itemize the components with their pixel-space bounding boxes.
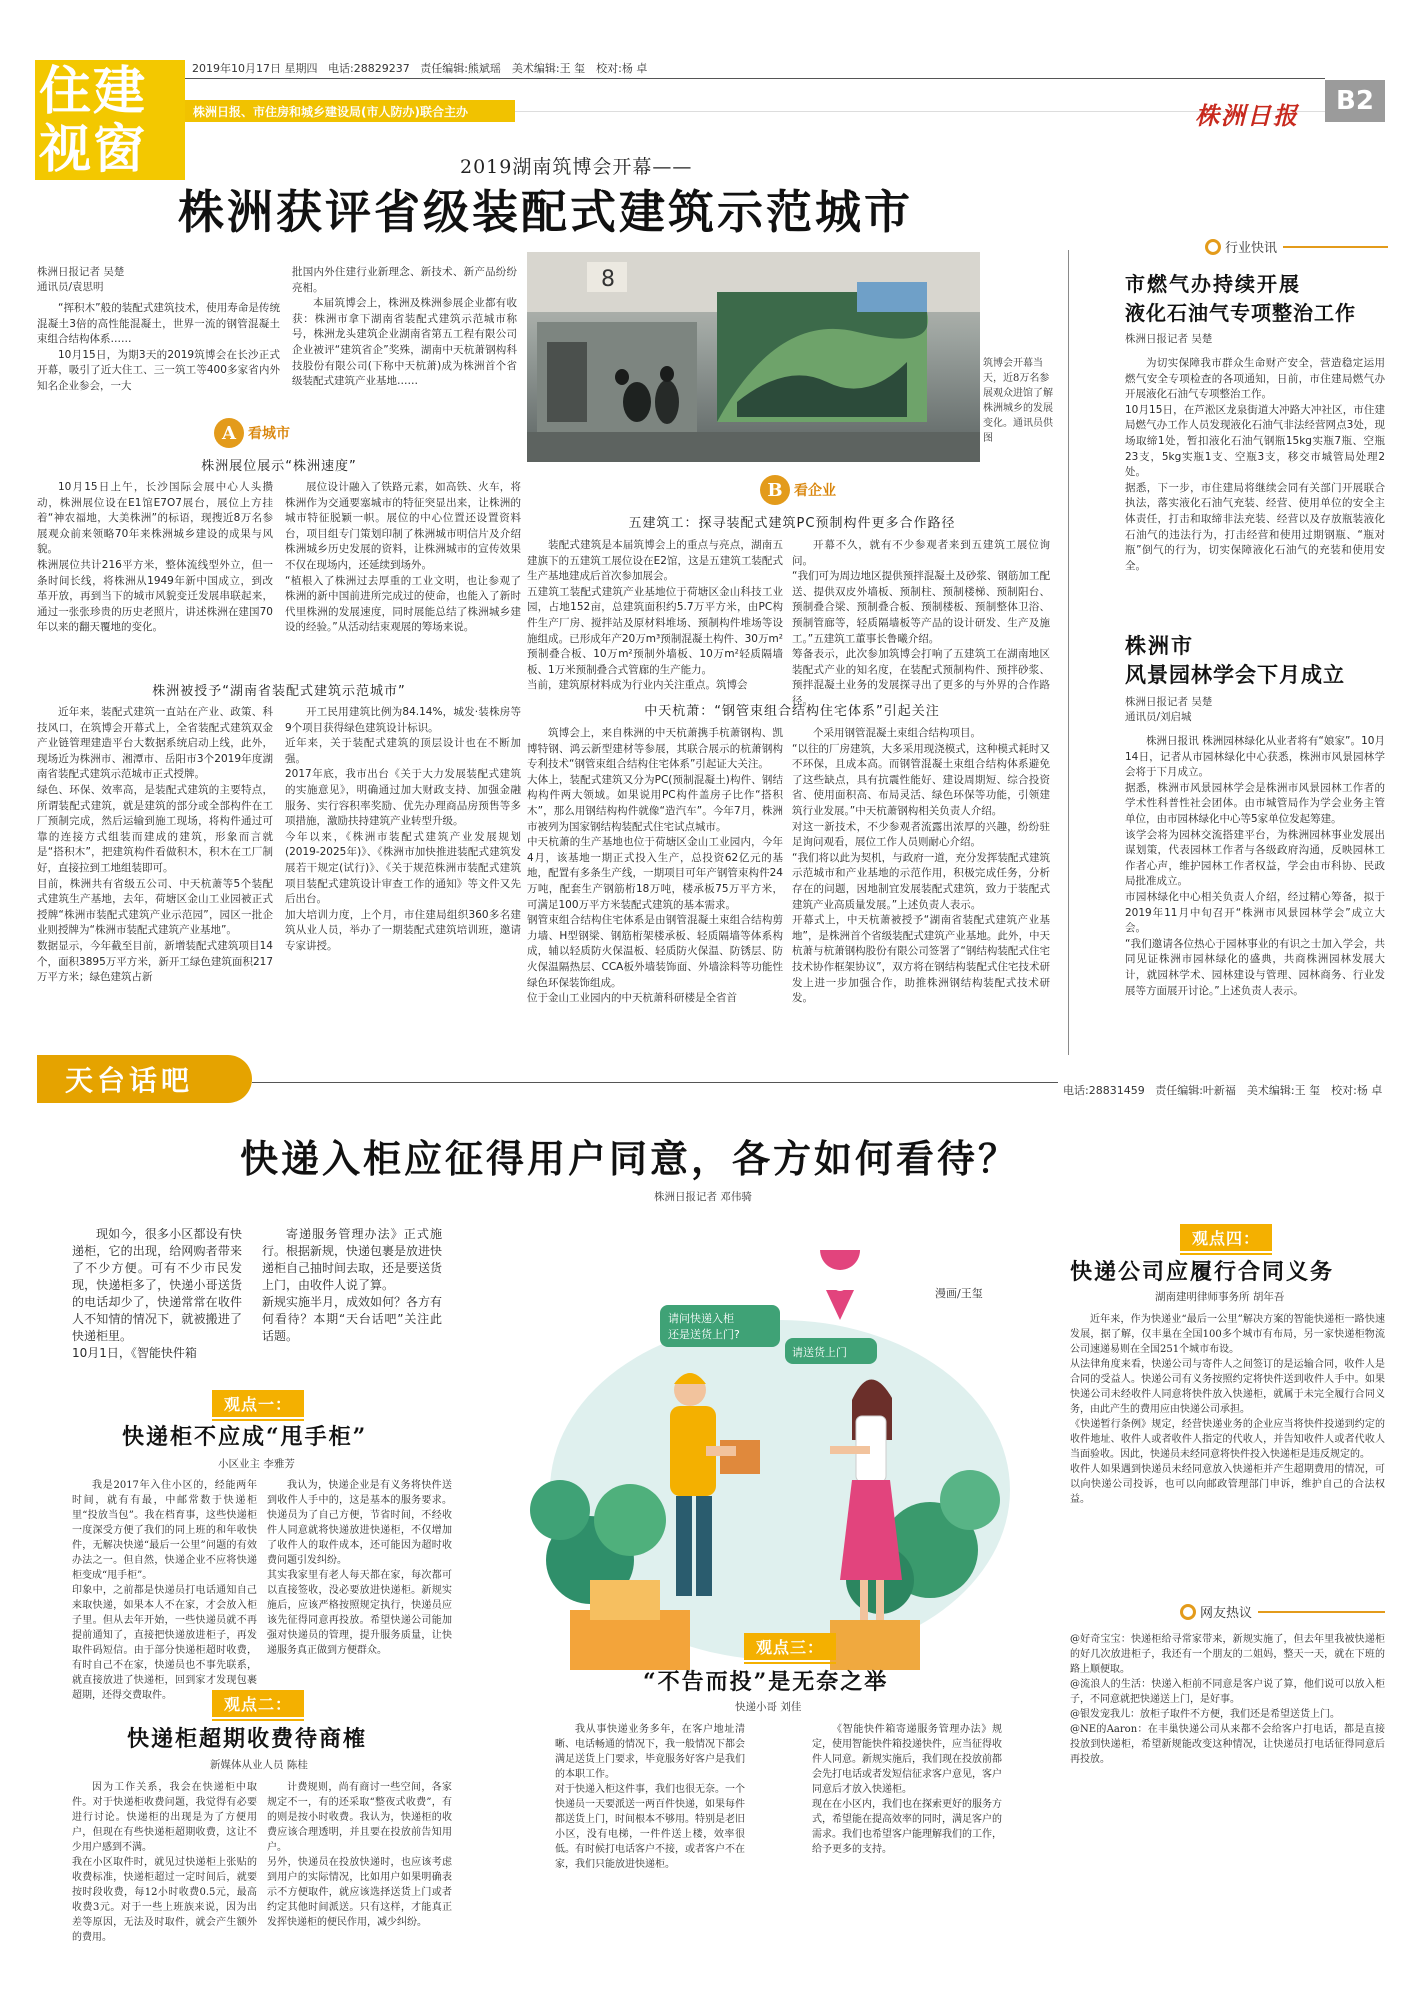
news1-body [1125, 356, 1385, 574]
section-b-badge [760, 475, 836, 505]
net-tag-icon [1180, 1604, 1196, 1620]
view2-author: 新媒体从业人员 陈桂 [210, 1759, 308, 1771]
news2-byline1: 株洲日报记者 吴楚 [1125, 696, 1213, 708]
expo-photo [527, 252, 980, 462]
view2-col1 [72, 1780, 257, 1945]
delivery-illustration [530, 1250, 1020, 1690]
lead-para2: 10月15日，为期3天的2019筑博会在长沙正式开幕，吸引了近大住工、三一筑工等400多家省内外知名企业参会，一大 [37, 348, 280, 392]
net-tag-bar [1258, 1611, 1385, 1613]
view1-col2-text: 我认为，快递企业是有义务将快件送到收件人手中的，这是基本的服务要求。快递员为了自己方便，节省时间，不经收件人同意就将快递放进快递柜，不仅增加了收件人的取件成本，还可能因为超时收费问题引发纠纷。 其实我家里有老人每天都在家，每次都可以直接签收，没必要放进快递柜。新规实施后，应该严格按照规定执行，快递员应该先征得同意再投放。希望快递公司能加强对快递员的管理，提升服务质量，让快递服务真正做到方便群众。 [267, 1480, 452, 1656]
view3-title: “不告而投”是无奈之举 [643, 1669, 889, 1695]
section-a-label: 看城市 [248, 426, 290, 442]
bubble1-line2: 还是送货上门? [668, 1328, 740, 1341]
section-a-sub1: 株洲展位展示“株洲速度” [201, 459, 357, 474]
lead-byline: 株洲日报记者 吴楚 [37, 266, 125, 278]
news1-tag-label: 行业快讯 [1225, 241, 1278, 256]
news2-headline1: 株洲市 [1125, 633, 1194, 658]
view3-author: 快递小哥 刘佳 [735, 1701, 802, 1713]
view3-col1-text: 我从事快递业务多年，在客户地址清晰、电话畅通的情况下，我一般情况下都会满足送货上门要求，毕竟服务好客户是我们的本职工作。 对于快递入柜这件事，我们也很无奈。一个快递员一天要派送一两百件快递，如果每件都送货上门，时间根本不够用。特别是老旧小区，没有电梯，一件件送上楼，效率很低。有时候打电话客户不接，或者客户不在家，我们只能放进快递柜。 [555, 1724, 745, 1870]
expo-photo-svg [527, 252, 980, 462]
net-tag [1180, 1602, 1385, 1621]
view1-title: 快递柜不应成“甩手柜” [122, 1424, 368, 1450]
view1-tag: 观点一： [212, 1390, 304, 1417]
view2-col1-text: 因为工作关系，我会在快递柜中取件。对于快递柜收费问题，我觉得有必要进行讨论。快递柜的出现是为了方便用户，但现在有些快递柜超期收费，这让不少用户感到不满。 我在小区取件时，就见过快递柜上张贴的收费标准，快递柜超过一定时间后，就要按时段收费，每12小时收费0.5元，最高收费3元。对于一些上班族来说，因为出差等原因，无法及时取件，就会产生额外的费用。 [72, 1782, 257, 1943]
news1-tag [1205, 237, 1388, 256]
lead-headline: 株洲获评省级装配式建筑示范城市 [178, 185, 913, 239]
tiantai-intro2-text: 寄递服务管理办法》正式施行。根据新规，快递包裹是放进快递柜自己抽时间去取，还是要送货上门，由收件人说了算。 新规实施半月，成效如何？各方有何看待？本期“天台话吧”关注此话题。 [262, 1227, 443, 1343]
view4-body [1070, 1312, 1385, 1507]
news1-tag-icon [1205, 239, 1221, 255]
net-body-text: @好奇宝宝：快递柜给寻常家带来，新规实施了，但去年里我被快递柜的好几次放进柜子，我还有一个朋友的二姐妈，整天一天，就在下班的路上顺便取。 @流浪人的生活：快递入柜前不同意是客户说了算，他们说可以放入柜子，不同意就把快递送上门，是好事。 @银发宠我儿：放柜子取件不方便，我们还是希望送货上门。 @NE的Aaron：在丰巢快递公司从来都不会给客户打电话，都是直接投放到快递柜，希望新规能改变这种情况，让快递员打电话征得同意后再投放。 [1070, 1634, 1385, 1765]
news1-body-text: 为切实保障我市群众生命财产安全，营造稳定运用燃气安全专项检查的各项通知，日前，市住建局燃气办开展液化石油气专项整治工作。 10月15日，在芦淞区龙泉街道大冲路大冲社区，市住建局燃气办工作人员发现液化石油气非法经营网点3处，现场取缔1处，暂扣液化石油气钢瓶15kg实瓶7瓶、空瓶23支，5kg实瓶1支、空瓶3支，移交市城管局处理2处。 据悉，下一步，市住建局将继续会同有关部门开展联合执法，落实液化石油气充装、经营、使用单位的安全主体责任，打击和取缔非法充装、经营以及存放瓶装液化石油气的违法行为，打击经营和使用过期钢瓶、“瓶对瓶”倒气的行为，切实保障液化石油气的充装和使用安全。 [1125, 357, 1385, 572]
tiantai-editors: 责任编辑:叶新福 美术编辑:王 玺 校对:杨 卓 [1155, 1084, 1383, 1097]
news1-byline: 株洲日报记者 吴楚 [1125, 333, 1213, 345]
tiantai-editor [1063, 1082, 1382, 1098]
section-b-letter: B [760, 475, 790, 505]
section-a-col3 [37, 705, 273, 986]
view2-col2 [267, 1780, 452, 1930]
paper-logo: 株洲日报 [1195, 101, 1299, 130]
news2-byline2: 通讯员/刘启城 [1125, 711, 1192, 723]
section-b-col1-text: 装配式建筑是本届筑博会上的重点与亮点，湖南五建旗下的五建筑工展位设在E2馆，这是五建筑工装配式生产基地建成后首次参加展会。 五建筑工装配式建筑产业基地位于荷塘区金山科技工业园，占地152亩，总建筑面积约5.7万平方米，由PC构件生产厂房、搅拌站及原材料堆场、预制构件堆场等设施组成。已形成年产20万m³预制混凝土构件、30万m²预制叠合板、10万m²预制外墙板、10万m²轻质隔墙板、1万米预制叠合式管廊的生产能力。 当前，建筑原材料成为行业内关注重点。筑博会 [527, 539, 783, 692]
lead-text-col2 [292, 265, 517, 390]
section-b-col3 [527, 726, 783, 1007]
tiantai-intro1-text: 现如今，很多小区都设有快递柜，它的出现，给网购者带来了不少方便。可有不少市民发现，快递柜多了，快递小哥送货的电话却少了，快递常常在收件人不知情的情况下，就被搬进了快递柜里。 10月1日，《智能快件箱 [72, 1227, 242, 1360]
view4-author: 湖南建明律师事务所 胡年吾 [1155, 1291, 1285, 1303]
lead-kicker: 2019湖南筑博会开幕—— [460, 156, 693, 178]
news1-headline2: 液化石油气专项整治工作 [1125, 301, 1356, 325]
phone-line: 电话:28829237 [328, 62, 410, 75]
section-logo-bottom: 视窗 [39, 119, 148, 180]
view2-title: 快递柜超期收费待商榷 [127, 1726, 368, 1752]
tiantai-banner [37, 1055, 252, 1103]
section-a-letter: A [214, 418, 244, 448]
masthead-rule [185, 78, 1325, 79]
view1-col1-text: 我是2017年入住小区的，经能两年时间，就有有最，中邮常数于快递柜里“投放当包”。我在档育事，这些快递柜一度深受方便了我们的同上班的和年收快件，无解决快递“最后一公里”问题的有效办法之一。但自然，快递企业不应将快递柜变成“甩手柜”。 印象中，之前都是快递员打电话通知自己来取快递，如果本人不在家，才会放入柜子里。但从去年开始，一些快递员就不再提前通知了，直接把快递放进柜子，再发取件码短信。由于部分快递柜超时收费，有时自己不在家，快递员也不事先联系，就直接放进了快递柜，回到家才发现包裹超期，还得交费取件。 [72, 1480, 257, 1701]
section-a-col2-text: 展位设计融入了铁路元素，如高铁、火车，将株洲作为交通要塞城市的特征突显出来，让株洲的城市特征脱颖一帜。展位的中心位置还设置资料台，项目组专门策划印制了株洲城市明信片及介绍株洲城乡历史发展的资料，让株洲城市的宣传效果不仅在现场内，还延续到场外。 “植根入了株洲过去厚重的工业文明，也让参观了株洲的新中国前进所完成过的使命，也能入了新时代里株洲的发展速度，同时展能总结了株洲城乡建设的经验。”从活动结束观展的筹场来说。 [285, 481, 521, 634]
page-number [1325, 80, 1385, 122]
view1-author: 小区业主 李雅芳 [218, 1458, 295, 1470]
net-tag-label: 网友热议 [1200, 1606, 1253, 1621]
section-b-col2-text: 开幕不久，就有不少参观者来到五建筑工展位询问。 “我们可为周边地区提供预拌混凝土及砂浆、钢筋加工配送、提供双皮外墙板、预制柱、预制楼梯、预制阳台、预制叠合梁、预制叠合板、预制楼板、预制整体卫浴、预制管廊等，轻质隔墙板等产品的设计研发、生产及施工。”五建筑工董事长鲁曦介绍。 筹备表示，此次参加筑博会打响了五建筑工在湖南地区装配式产业的知名度，在装配式预制构件、预拌砂浆、预拌混凝土业务的发展探寻出了更多的与外界的合作路径。 [792, 539, 1050, 707]
section-b-col4 [792, 726, 1050, 1007]
tiantai-rule [252, 1082, 1058, 1083]
news1-tag-bar [1283, 246, 1388, 248]
section-b-col2 [792, 538, 1050, 710]
news2-body-text: 株洲日报讯 株洲园林绿化从业者将有“娘家”。10月14日，记者从市园林绿化中心获悉，株洲市风景园林学会将于下月成立。 据悉，株洲市风景园林学会是株洲市风景园林工作者的学术性科普性社会团体。由市城管局作为学会业务主管单位，由市园林绿化中心等5家单位发起筹建。 该学会将为园林交流搭建平台，为株洲园林事业发展出谋划策，代表园林工作者与各级政府沟通，反映园林工作者心声，维护园林工作者权益，学会由市科协、民政局批准成立。 市园林绿化中心相关负责人介绍，经过精心筹备，拟于2019年11月中旬召开“株洲市风景园林学会”成立大会。 “我们邀请各位热心于园林事业的有识之士加入学会，共同见证株洲市园林绿化的盛典，共商株洲园林发展大计，就园林学术、园林建设与管理、园林商务、行业发展等方面展开讨论。”上述负责人表示。 [1125, 735, 1385, 997]
tiantai-banner-text: 天台话吧 [65, 1064, 194, 1097]
tiantai-phone: 电话:28831459 [1063, 1084, 1145, 1097]
lead-para1: “挥积木”般的装配式建筑技术，使用寿命是传统混凝土3倍的高性能混凝土，世界一流的钢管混凝土束组合结构体系…… [37, 302, 280, 346]
section-a-col4-text: 开工民用建筑比例为84.14%，城发·装株房等9个项目获得绿色建筑设计标识。 近年来，关于装配式建筑的顶层设计也在不断加强。 2017年底，我市出台《关于大力发展装配式建筑的实施意见》，明确通过加大财政支持、加强金融服务、实行容积率奖励、优先办理商品房预售等多项措施，激励扶持建筑产业转型升级。 今年以来，《株洲市装配式建筑产业发展规划(2019-2025年)》、《株洲市加快推进装配式建筑发展若干规定(试行)》、《关于规范株洲市装配式建筑项目装配式建筑设计审查工作的通知》等文件又先后出台。 加大培训力度，上个月，市住建局组织360多名建筑从业人员，举办了一期装配式建筑培训班，邀请专家讲授。 [285, 706, 521, 952]
tiantai-intro1 [72, 1226, 242, 1362]
svg-text:8: 8 [601, 267, 615, 292]
date-line: 2019年10月17日 星期四 [192, 62, 318, 75]
news1-headline1: 市燃气办持续开展 [1125, 272, 1301, 296]
cohost-bar [185, 100, 515, 122]
section-a-col1-text: 10月15日上午，长沙国际会展中心人头攒动，株洲展位设在E1馆E7O7展台，展位上方挂着“神农福地，大美株洲”的标语，现搜近8万名参展观众前来领略70年来株洲城乡建设的成果与风貌。 株洲展位共计216平方米，整体流线型外立，但一条时间长线，将株洲从1949年新中国成立，到改革开放，再到当下的城市风貌变迁发展串联起来，通过一张张珍贵的历史老照片，讲述株洲在建国70年以来的翻天覆地的变化。 [37, 481, 273, 634]
section-a-col1 [37, 480, 273, 636]
section-b-sub1: 五建筑工：探寻装配式建筑PC预制构件更多合作路径 [628, 516, 956, 531]
view3-col2 [812, 1722, 1002, 1857]
section-b-col1 [527, 538, 783, 694]
news2-body [1125, 734, 1385, 999]
bubble1-line1: 请问快递入柜 [668, 1312, 734, 1325]
view2-col2-text: 计费规则，尚有商讨一些空间，各家规定不一，有的还采取“整夜式收费”，有的则是按小时收费。我认为，快递柜的收费应该合理透明，并且要在投放前告知用户。 另外，快递员在投放快递时，也应该考虑到用户的实际情况，比如用户如果明确表示不方便取件，就应该选择送货上门或者约定其他时间派送。只有这样，才能真正发挥快递柜的便民作用，减少纠纷。 [267, 1782, 452, 1928]
section-a-col3-text: 近年来，装配式建筑一直站在产业、政策、科技风口，在筑博会开幕式上，全省装配式建筑双金产业链管理建造平台大数据系统启动上线，此外，现场近为株洲市、湘潭市、岳阳市3个2019年度湖南省装配式建筑示范城市正式授牌。 绿色、环保、效率高，是装配式建筑的主要特点，所谓装配式建筑，就是建筑的部分或全部构件在工厂预制完成，然后运输到施工现场，将构件通过可靠的连接方式组装而建成的建筑，形象而言就是“搭积木”，把建筑构件看做积木，积木在工厂制好，直接拉到工地组装即可。 目前，株洲共有省级五公司、中天杭萧等5个装配式建筑生产基地，去年，荷塘区金山工业园被正式授牌“株洲市装配式建筑产业示范园”，园区一批企业则授牌为“株洲市装配式建筑产业基地”。 数据显示，今年截至目前，新增装配式建筑项目14个，面积3895万平方米，新开工绿色建筑面积217万平方米；绿色建筑占新 [37, 706, 273, 984]
section-a-col2 [285, 480, 521, 636]
view3-tag: 观点三： [744, 1633, 836, 1660]
section-b-col4-text: 个采用钢管混凝土束组合结构项目。 “以往的厂房建筑，大多采用现浇模式，这种模式耗时又不环保，且成本高。而钢管混凝土束组合结构体系避免了这些缺点，具有抗震性能好、建设周期短、综合投资省、使用面积高、布局灵活、绿色环保等功能，引领建筑行业发展。”中天杭萧钢构相关负责人介绍。 对这一新技术，不少参观者流露出浓厚的兴趣，纷纷驻足询问观看，展位工作人员则耐心介绍。 “我们将以此为契机，与政府一道，充分发挥装配式建筑示范城市和产业基地的示范作用，积极完成任务，分析存在的问题，因地制宜发展装配式建筑，致力于装配式建筑产业高质量发展。”上述负责人表示。 开幕式上，中天杭萧被授予“湖南省装配式建筑产业基地”，是株洲首个省级装配式建筑产业基地。此外，中天杭萧与杭萧钢构股份有限公司签署了“钢结构装配式住宅技术协作框架协议”，双方将在钢结构装配式住宅技术研发上进一步加强合作，助推株洲钢结构装配式技术研发。 [792, 727, 1050, 1005]
masthead-date [192, 60, 647, 76]
bubble2-text: 请送货上门 [792, 1346, 847, 1359]
lead-text-col1 [37, 265, 280, 395]
news2-headline2: 风景园林学会下月成立 [1125, 662, 1345, 687]
delivery-illustration-svg [530, 1250, 1020, 1690]
view3-col1 [555, 1722, 745, 1872]
view4-body-text: 近年来，作为快递业“最后一公里”解决方案的智能快递柜一路快速发展，据了解，仅丰巢在全国100多个城市有布局，另一家快递柜物流公司速递易则在全国251个城市布设。 从法律角度来看，快递公司与寄件人之间签订的是运输合同，收件人是合同的受益人。快递公司有义务按照约定将快件送到收件人手中。如果快递公司未经收件人同意将快件放入快递柜，就属于未完全履行合同义务，由此产生的费用应由快递公司承担。 《快递暂行条例》规定，经营快递业务的企业应当将快件投递到约定的收件地址、收件人或者收件人指定的代收人，并告知收件人或者代收人当面验收。因此，快递员未经同意将快件投入快递柜是违反规定的。 收件人如果遇到快递员未经同意放入快递柜并产生超期费用的情况，可以向快递公司投诉，也可以向邮政管理部门申诉，维护自己的合法权益。 [1070, 1314, 1385, 1505]
editor-line: 责任编辑:熊斌瑶 美术编辑:王 玺 校对:杨 卓 [420, 62, 648, 75]
section-a-col4 [285, 705, 521, 955]
lead-para4: 本届筑博会上，株洲及株洲参展企业都有收获：株洲市拿下湖南省装配式建筑示范城市称号，株洲龙头建筑企业湖南省第五工程有限公司企业被评“建筑省企”奖殊，湖南中天杭萧钢构科技股份有限公司(下称中天杭萧)成为株洲首个省级装配式建筑产业基地…… [292, 297, 517, 388]
lead-byline2: 通讯员/袁思明 [37, 281, 104, 293]
section-a-badge [214, 418, 290, 448]
section-logo-block [35, 60, 185, 180]
view4-title: 快递公司应履行合同义务 [1070, 1259, 1335, 1285]
section-b-col3-text: 筑博会上，来自株洲的中天杭萧携手杭萧钢构、凯博特钢、鸿云新型建材等参展，其联合展示的杭萧钢构专利技术“钢管束组合结构住宅体系”引起证大关注。 大体上，装配式建筑又分为PC(预制混凝土)构件、钢结构构件两大领域。如果说用PC构件盖房子比作“搭积木”，那么用钢结构构件就像“造汽车”。今年7月，株洲市被列为国家钢结构装配式住宅试点城市。 中天杭萧的生产基地也位于荷塘区金山工业园内，今年4月，该基地一期正式投入生产，总投资62亿元的基地，配置有多条生产线，一期项目可年产钢管束构件24万吨，配套生产钢筋桁18万吨，楼承板75万平方米，可满足100万平方米装配式建筑的基本需求。 钢管束组合结构住宅体系是由钢管混凝土束组合结构剪力墙、H型钢梁、钢筋桁架楼承板、轻质隔墙等体系构成，辅以轻质防火保温板、轻质防火保温、防锈层、防火保温隔热层、CCA板外墙装饰面、外墙涂料等功能性绿色环保装饰组成。 位于金山工业园内的中天杭萧科研楼是全省首 [527, 727, 783, 1005]
section-logo-top: 住建 [39, 61, 148, 122]
right-column-rule [1068, 250, 1069, 1055]
net-body [1070, 1632, 1385, 1767]
view1-col2 [267, 1478, 452, 1658]
section-b-sub2: 中天杭萧：“钢管束组合结构住宅体系”引起关注 [644, 704, 940, 719]
view3-col2-text: 《智能快件箱寄递服务管理办法》规定，使用智能快件箱投递快件，应当征得收件人同意。新规实施后，我们现在投放前都会先打电话或者发短信征求客户意见，客户同意后才放入快递柜。 现在在小区内，我们也在探索更好的服务方式，希望能在提高效率的同时，满足客户的需求。我们也希望客户能理解我们的工作，给予更多的支持。 [812, 1724, 1002, 1855]
photo-caption: 筑博会开幕当天，近8万名参展观众进馆了解株洲城乡的发展变化。通讯员供图 [983, 358, 1053, 444]
cohost-text: 株洲日报、市住房和城乡建设局(市人防办)联合主办 [193, 105, 468, 119]
section-a-sub2: 株洲被授予“湖南省装配式建筑示范城市” [152, 684, 406, 699]
view4-tag: 观点四： [1180, 1224, 1272, 1251]
page-number-text: B2 [1336, 86, 1374, 116]
lead-para3: 批国内外住建行业新理念、新技术、新产品纷纷亮相。 [292, 266, 517, 294]
tiantai-intro2 [262, 1226, 442, 1345]
section-b-label: 看企业 [794, 483, 836, 499]
view1-col1 [72, 1478, 257, 1703]
tiantai-headline: 快递入柜应征得用户同意，各方如何看待？ [240, 1136, 1020, 1181]
tiantai-byline: 株洲日报记者 邓伟骑 [654, 1191, 752, 1203]
view2-tag: 观点二： [212, 1690, 304, 1717]
illustration-caption: 漫画/王玺 [935, 1287, 983, 1300]
